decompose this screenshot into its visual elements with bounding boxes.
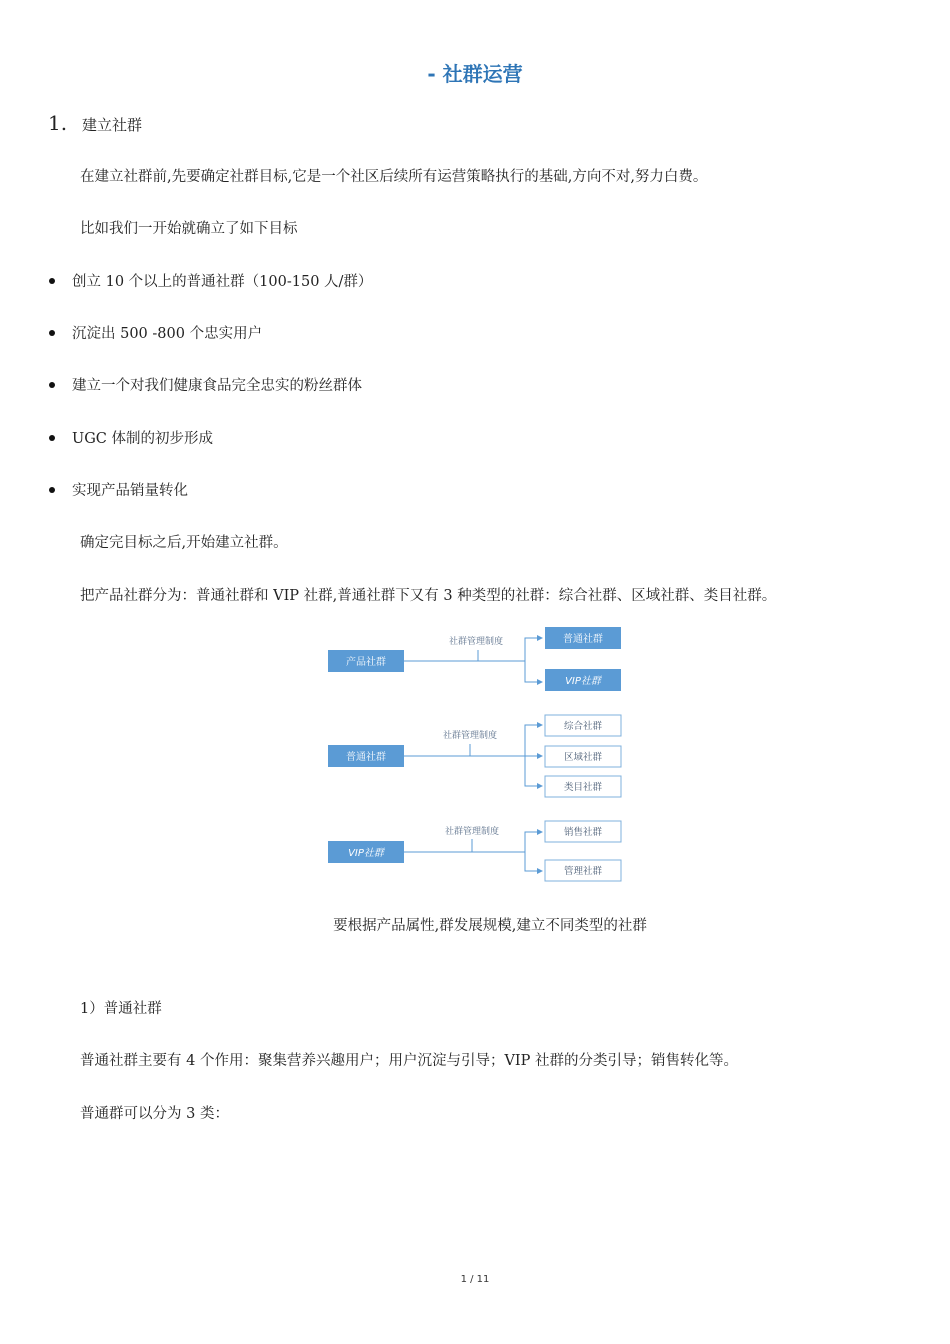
bullet-dot <box>49 382 55 388</box>
child-label: 综合社群 <box>563 721 603 732</box>
intro-paragraph: 在建立社群前,先要确定社群目标,它是一个社区后续所有运营策略执行的基础,方向不对,努力白费。 <box>80 169 708 185</box>
page-title: - 社群运营 <box>427 62 523 86</box>
page-number: 1 / 11 <box>460 1274 490 1285</box>
child-label: 销售社群 <box>563 827 603 838</box>
diagram-group-normal <box>328 715 621 797</box>
child-label: VIP社群 <box>565 676 601 687</box>
section-heading: 建立社群 <box>82 116 143 134</box>
child-label: 区域社群 <box>563 752 603 763</box>
child-label: 管理社群 <box>563 866 603 877</box>
bullet-dot <box>49 278 55 284</box>
bullet-dot <box>49 435 55 441</box>
bullet-dot <box>49 330 55 336</box>
bullet-text: UGC 体制的初步形成 <box>72 431 214 447</box>
diagram-caption: 要根据产品属性,群发展规模,建立不同类型的社群 <box>333 918 647 934</box>
diagram-group-product <box>328 627 621 691</box>
branch-label: 社群管理制度 <box>448 637 504 647</box>
diagram-group-vip <box>328 821 621 881</box>
community-structure-diagram <box>320 620 640 890</box>
bullet-text: 实现产品销量转化 <box>72 483 188 499</box>
section-number: 1. <box>48 111 68 135</box>
subsection-paragraph: 普通社群主要有 4 个作用：聚集营养兴趣用户；用户沉淀与引导；VIP 社群的分类引导；销售转化等。 <box>80 1053 739 1069</box>
root-label: 普通社群 <box>346 752 386 763</box>
root-label: VIP社群 <box>348 848 384 859</box>
subsection-paragraph-2: 普通群可以分为 3 类： <box>80 1106 229 1122</box>
branch-label: 社群管理制度 <box>442 731 498 741</box>
child-label: 类目社群 <box>563 782 603 793</box>
bullet-text: 建立一个对我们健康食品完全忠实的粉丝群体 <box>72 378 362 394</box>
root-label: 产品社群 <box>346 657 386 668</box>
group-types-paragraph: 把产品社群分为：普通社群和 VIP 社群,普通社群下又有 3 种类型的社群：综合社群、区域社群、类目社群。 <box>80 588 777 604</box>
bullet-dot <box>49 487 55 493</box>
bullet-text: 创立 10 个以上的普通社群（100-150 人/群） <box>72 274 373 290</box>
after-goals-paragraph: 确定完目标之后,开始建立社群。 <box>80 535 288 551</box>
child-label: 普通社群 <box>563 634 603 645</box>
branch-label: 社群管理制度 <box>444 827 500 837</box>
subsection-heading: 1）普通社群 <box>80 1001 162 1017</box>
bullet-text: 沉淀出 500 -800 个忠实用户 <box>72 326 263 342</box>
goals-intro-paragraph: 比如我们一开始就确立了如下目标 <box>80 221 298 237</box>
